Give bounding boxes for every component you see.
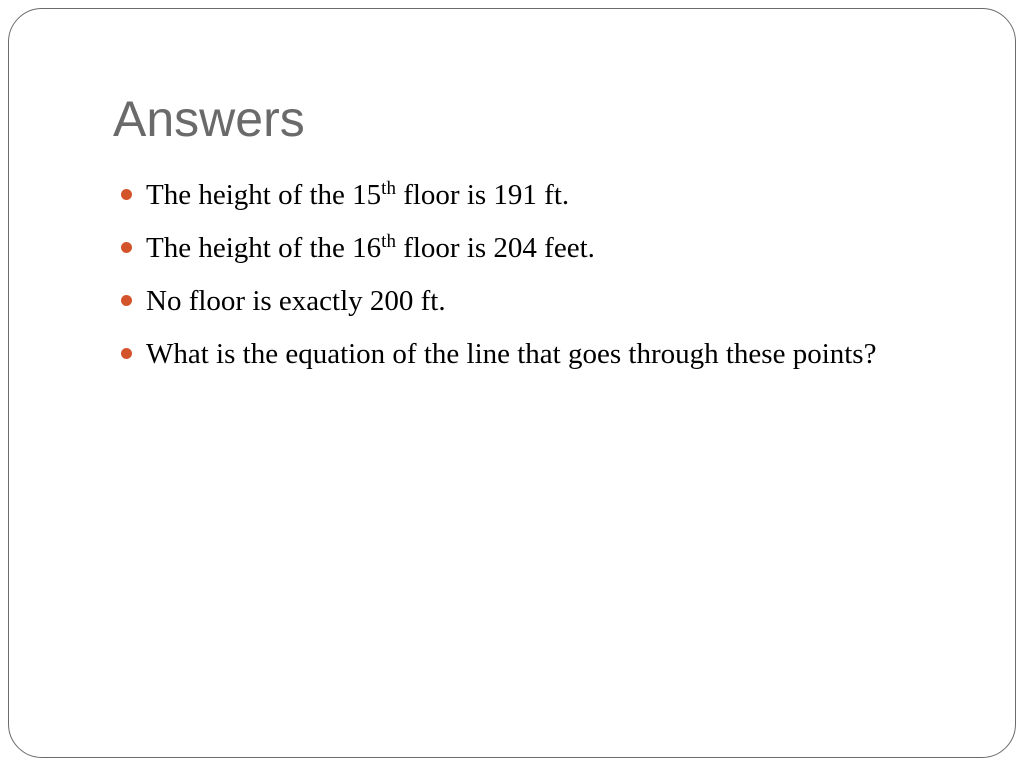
bullet-text-end: floor is 204 feet.: [395, 232, 595, 264]
bullet-text: No floor is exactly 200 ft.: [146, 285, 446, 317]
bullet-text: The height of the 15: [146, 179, 382, 211]
bullet-item-floor-16: [113, 226, 913, 270]
bullet-text: The height of the 16: [146, 232, 382, 264]
bullet-list: [113, 173, 913, 385]
bullet-text-end: floor is 191 ft.: [395, 179, 570, 211]
bullet-item-no-floor: [113, 279, 913, 323]
bullet-item-floor-15: [113, 173, 913, 217]
bullet-dot-icon: [121, 348, 132, 359]
bullet-item-question: [113, 332, 906, 376]
ordinal-suffix: th: [381, 178, 396, 199]
bullet-dot-icon: [121, 189, 132, 200]
bullet-dot-icon: [121, 242, 132, 253]
bullet-text: What is the equation of the line that goes through these points?: [146, 338, 877, 370]
bullet-dot-icon: [121, 295, 132, 306]
slide-frame: [8, 8, 1016, 758]
ordinal-suffix: th: [381, 231, 396, 252]
slide-title: Answers: [113, 91, 305, 147]
